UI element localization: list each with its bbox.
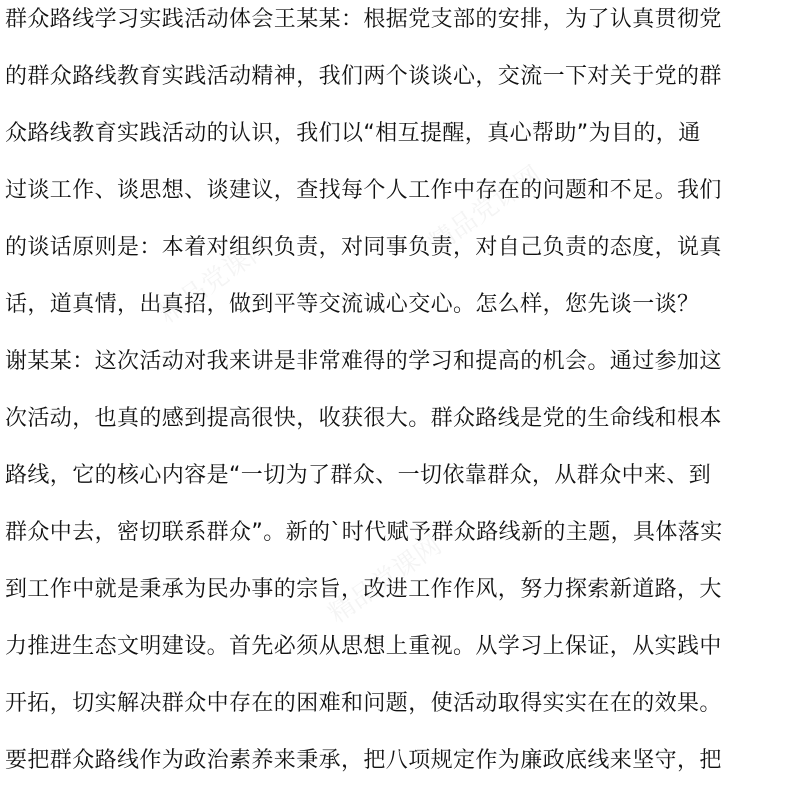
watermark: 精品党课网 [423, 160, 548, 260]
text-line: 次活动，也真的感到提高很快，收获很大。群众路线是党的生命线和根本 [5, 406, 722, 431]
text-line: 众路线教育实践活动的认识，我们以“相互提醒，真心帮助”为目的，通 [5, 121, 701, 146]
text-line: 路线，它的核心内容是“一切为了群众、一切依靠群众，从群众中来、到 [5, 463, 712, 488]
watermark: 精品党课网 [323, 530, 448, 630]
text-line: 的谈话原则是：本着对组织负责，对同事负责，对自己负责的态度，说真 [5, 235, 722, 260]
text-line: 过谈工作、谈思想、谈建议，查找每个人工作中存在的问题和不足。我们 [5, 178, 722, 203]
text-line: 力推进生态文明建设。首先必须从思想上重视。从学习上保证，从实践中 [5, 634, 722, 659]
text-line: 话，道真情，出真招，做到平等交流诚心交心。怎么样，您先谈一谈？ [5, 292, 700, 317]
text-line: 要把群众路线作为政治素养来秉承，把八项规定作为廉政底线来坚守，把 [5, 748, 722, 773]
text-line: 群众路线学习实践活动体会王某某：根据党支部的安排，为了认真贯彻党 [5, 7, 722, 32]
text-line: 到工作中就是秉承为民办事的宗旨，改进工作作风，努力探索新道路，大 [5, 577, 722, 602]
text-line: 开拓，切实解决群众中存在的困难和问题，使活动取得实实在在的效果。 [5, 691, 722, 716]
watermark: 精品党课网 [153, 230, 278, 330]
text-line: 谢某某：这次活动对我来讲是非常难得的学习和提高的机会。通过参加这 [5, 349, 722, 374]
text-line: 的群众路线教育实践活动精神，我们两个谈谈心，交流一下对关于党的群 [5, 64, 722, 89]
text-line: 群众中去，密切联系群众”。新的`时代赋予群众路线新的主题，具体落实 [5, 520, 723, 545]
